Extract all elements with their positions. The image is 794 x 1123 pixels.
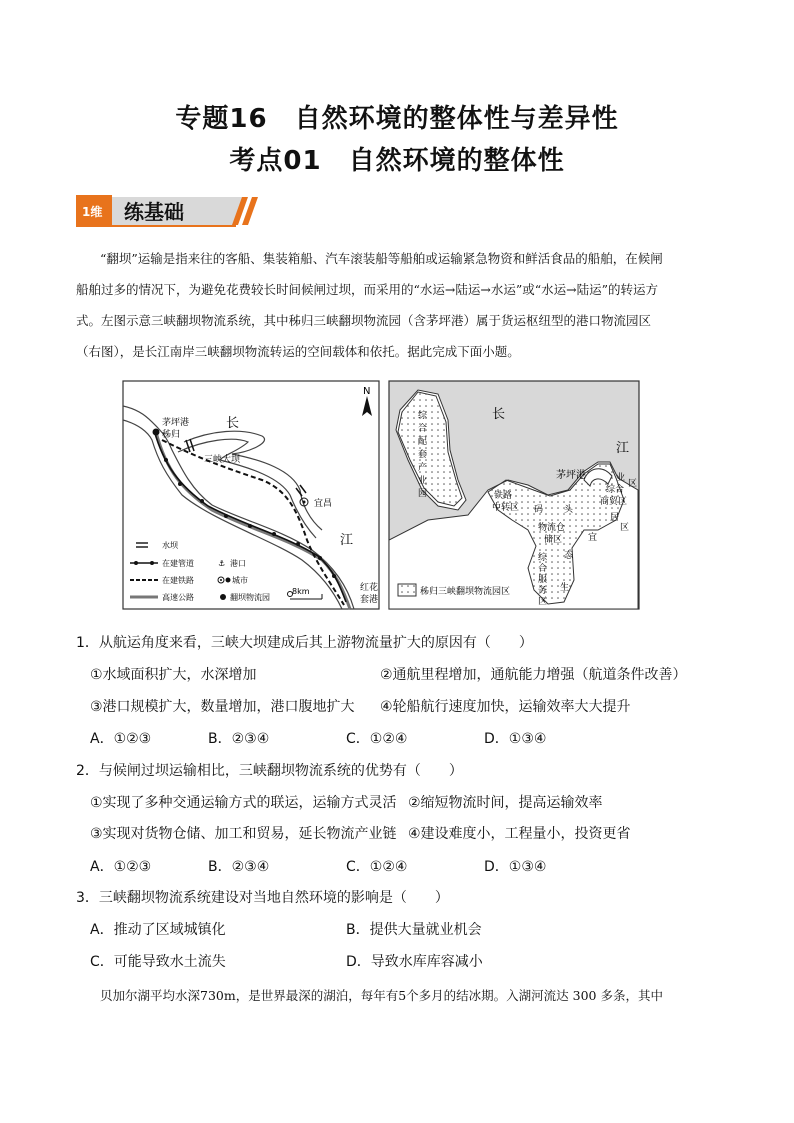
svg-text:水坝: 水坝 xyxy=(162,541,178,550)
svg-text:合: 合 xyxy=(418,424,428,434)
svg-text:高速公路: 高速公路 xyxy=(162,593,194,602)
svg-text:在建铁路: 在建铁路 xyxy=(162,576,194,585)
choice-d[interactable]: D．导致水库库容减小 xyxy=(346,954,483,970)
zone-label: 区 xyxy=(620,523,630,533)
banner-label: 练基础 xyxy=(124,200,184,224)
svg-text:在建管道: 在建管道 xyxy=(162,559,194,568)
choice-a[interactable]: A．①②③ xyxy=(90,731,152,747)
passage-line: 船舶过多的情况下，为避免花费较长时间候闸过坝，而采用的“水运→陆运→水运”或“水运→陆运”的转运方 xyxy=(76,282,658,297)
zone-label: 综合 xyxy=(606,485,625,495)
passage-line: 贝加尔湖平均水深730m，是世界最深的湖泊，每年有5个多月的结冰期。入湖河流达 300 多条，其中 xyxy=(100,988,663,1003)
right-map xyxy=(389,381,639,609)
zone-label: 区 xyxy=(628,479,638,489)
zone-label: 码 xyxy=(534,505,544,515)
svg-text:综: 综 xyxy=(538,553,548,563)
zone-label: 宜 xyxy=(588,533,598,543)
statement: ④轮船航行速度加快，运输效率大大提升 xyxy=(380,699,631,715)
svg-text:N: N xyxy=(363,386,371,397)
label-dam: 三峡大坝 xyxy=(204,455,241,465)
svg-text:秭归三峡翻坝物流园区: 秭归三峡翻坝物流园区 xyxy=(420,587,511,597)
svg-text:服: 服 xyxy=(538,575,548,585)
choice-b[interactable]: B．②③④ xyxy=(208,859,270,875)
zone-label: 铁路 xyxy=(494,491,513,501)
svg-text:区: 区 xyxy=(538,597,548,607)
svg-text:8km: 8km xyxy=(292,587,310,596)
zone-label: 物流仓 xyxy=(538,523,566,533)
choice-d[interactable]: D．①③④ xyxy=(484,859,547,875)
choice-c[interactable]: C．可能导致水土流失 xyxy=(90,954,226,970)
anchor-icon: ⚓ xyxy=(218,559,226,568)
label-maoping: 茅坪港 xyxy=(162,418,190,428)
svg-text:翻坝物流园: 翻坝物流园 xyxy=(230,593,270,602)
page-title: 专题16 自然环境的整体性与差异性 xyxy=(175,104,619,134)
choice-c[interactable]: C．①②④ xyxy=(346,731,408,747)
label-jiang: 江 xyxy=(340,533,354,548)
statement: ③港口规模扩大，数量增加，港口腹地扩大 xyxy=(90,699,355,715)
svg-text:业: 业 xyxy=(418,476,428,486)
city-marker xyxy=(153,429,160,436)
section-banner xyxy=(76,193,266,229)
svg-text:配: 配 xyxy=(418,437,428,447)
question-stem: 1．从航运角度来看，三峡大坝建成后其上游物流量扩大的原因有（ ） xyxy=(76,635,533,651)
label-jiang: 江 xyxy=(616,441,630,456)
question-stem: 2．与候闸过坝运输相比，三峡翻坝物流系统的优势有（ ） xyxy=(76,763,463,779)
zone-label: 头 xyxy=(564,505,574,515)
zone-label: 中转区 xyxy=(492,503,520,513)
figure-maps xyxy=(122,380,642,612)
statement: ①实现了多种交通运输方式的联运，运输方式灵活 xyxy=(90,795,397,811)
label-taogang: 套港 xyxy=(360,595,379,605)
label-zigui: 秭归 xyxy=(162,430,181,440)
left-map xyxy=(123,381,379,609)
zone-label: 业 xyxy=(616,473,626,483)
svg-text:务: 务 xyxy=(538,586,548,596)
label-yichang: 宜昌 xyxy=(314,499,333,509)
svg-text:产: 产 xyxy=(418,463,428,473)
zone-label xyxy=(538,551,548,607)
label-chang: 长 xyxy=(226,416,240,431)
choice-b[interactable]: B．提供大量就业机会 xyxy=(346,922,482,938)
passage-line: （右图），是长江南岸三峡翻坝物流转运的空间载体和依托。据此完成下面小题。 xyxy=(76,344,520,359)
choice-d[interactable]: D．①③④ xyxy=(484,731,547,747)
statement: ②通航里程增加，通航能力增强（航道条件改善） xyxy=(380,667,687,683)
page-subtitle: 考点01 自然环境的整体性 xyxy=(229,146,565,176)
statement: ③实现对货物仓储、加工和贸易，延长物流产业链 xyxy=(90,826,397,842)
label-chang: 长 xyxy=(492,407,506,422)
passage-line: 式。左图示意三峡翻坝物流系统，其中秭归三峡翻坝物流园（含茅坪港）属于货运枢纽型的港口物流园区 xyxy=(76,313,652,328)
zone-label: 商贸区 xyxy=(600,497,628,507)
svg-text:合: 合 xyxy=(538,564,548,574)
zone-label: 居 xyxy=(610,513,620,523)
choice-c[interactable]: C．①②④ xyxy=(346,859,408,875)
banner-tag: 1维 xyxy=(82,205,103,219)
svg-text:园: 园 xyxy=(418,489,428,499)
statement: ①水域面积扩大，水深增加 xyxy=(90,667,257,683)
choice-b[interactable]: B．②③④ xyxy=(208,731,270,747)
question-stem: 3．三峡翻坝物流系统建设对当地自然环境的影响是（ ） xyxy=(76,890,449,906)
svg-text:港口: 港口 xyxy=(230,559,246,568)
zone-label: 生 xyxy=(560,583,570,593)
zone-label: 储区 xyxy=(544,535,563,545)
choice-a[interactable]: A．推动了区域城镇化 xyxy=(90,922,226,938)
choice-a[interactable]: A．①②③ xyxy=(90,859,152,875)
svg-text:综: 综 xyxy=(418,411,428,421)
passage-line: “翻坝”运输是指来往的客船、集装箱船、汽车滚装船等船舶或运输紧急物资和鲜活食品的船舶，在候闸 xyxy=(100,251,663,266)
svg-text:套: 套 xyxy=(418,450,428,460)
label-maoping: 茅坪港 xyxy=(556,470,586,481)
zone-label: 态 xyxy=(564,551,574,561)
label-honghua: 红花 xyxy=(360,583,379,593)
svg-text:城市: 城市 xyxy=(232,576,248,585)
statement: ④建设难度小，工程量小，投资更省 xyxy=(408,826,631,842)
statement: ②缩短物流时间，提高运输效率 xyxy=(408,795,603,811)
